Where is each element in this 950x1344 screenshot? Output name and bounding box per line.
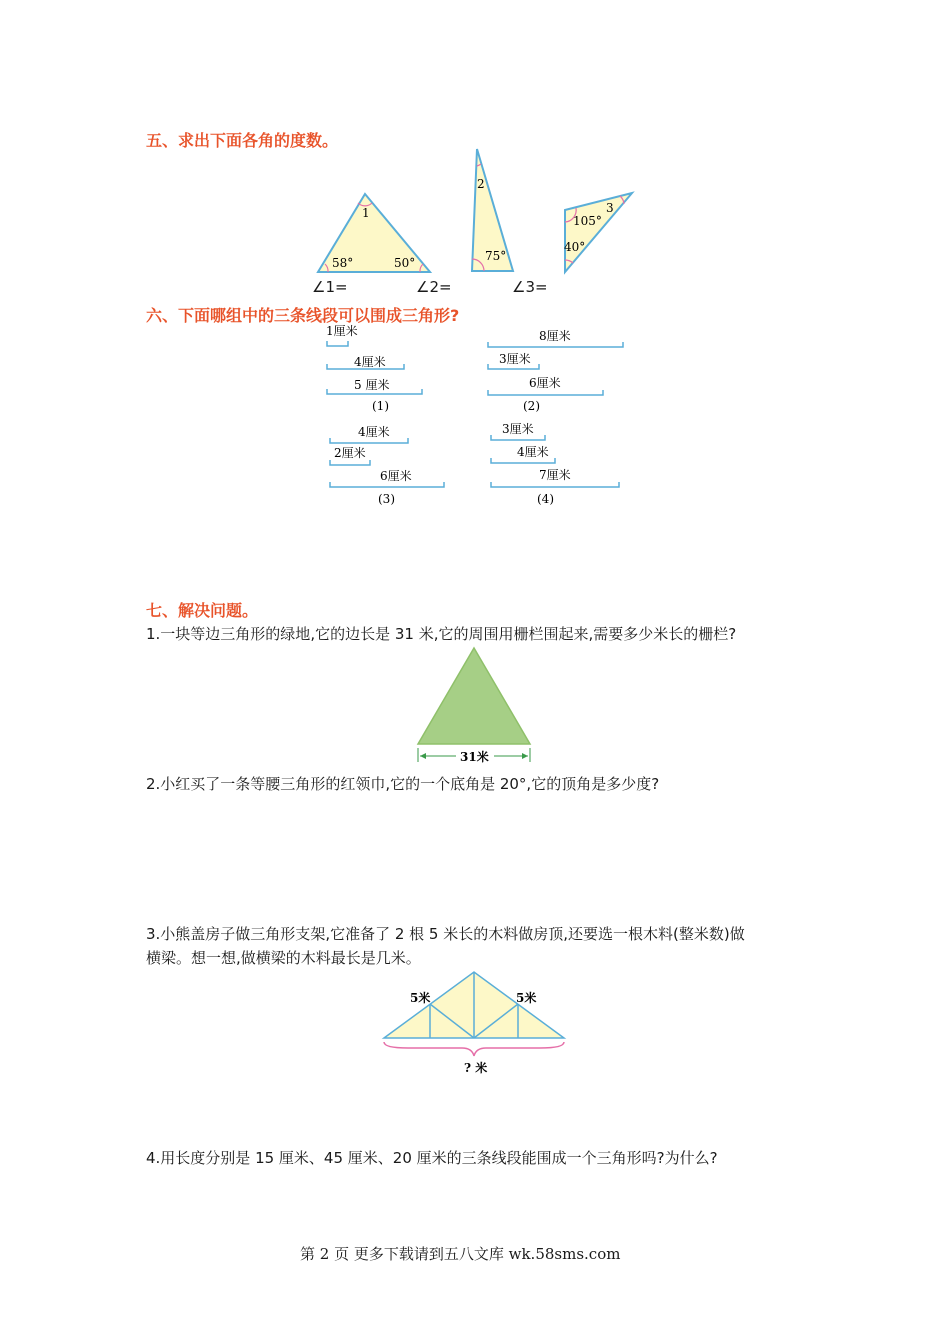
segment-group-1 (322, 318, 432, 418)
section6-title: 六、下面哪组中的三条线段可以围成三角形? (146, 306, 460, 325)
segment-group-3 (322, 420, 452, 510)
segment-group-4 (485, 418, 625, 510)
group-caption-1: (1) (372, 399, 389, 413)
left-rafter-label: 5米 (410, 991, 431, 1005)
segment-label-5cm: 5 厘米 (354, 378, 390, 392)
segment-label-3cm-g4: 3厘米 (502, 422, 534, 436)
triangle-figure-1 (310, 188, 440, 278)
segment-label-8cm: 8厘米 (539, 329, 571, 343)
beam-length-label: ? 米 (464, 1061, 488, 1075)
segment-label-6cm-g3: 6厘米 (380, 469, 412, 483)
group-caption-2: (2) (523, 399, 540, 413)
angle-mark-1: 1 (362, 206, 370, 220)
angle-mark-2: 2 (477, 177, 485, 191)
answer-angle-3: ∠3= (512, 278, 548, 296)
page-footer: 第 2 页 更多下载请到五八文库 wk.58sms.com (300, 1245, 621, 1263)
equilateral-triangle-figure (410, 642, 540, 772)
segment-label-4cm: 4厘米 (354, 355, 386, 369)
triangle-figure-3 (560, 188, 640, 278)
group-caption-3: (3) (378, 492, 395, 506)
section7-title: 七、解决问题。 (146, 601, 259, 620)
question-3-line-1: 3.小熊盖房子做三角形支架,它准备了 2 根 5 米长的木料做房顶,还要选一根木料(整米数)做 (146, 925, 745, 943)
angle-58: 58° (332, 256, 354, 270)
segment-label-6cm: 6厘米 (529, 376, 561, 390)
segment-label-2cm: 2厘米 (334, 446, 366, 460)
group-caption-4: (4) (537, 492, 554, 506)
question-3-line-2: 横梁。想一想,做横梁的木料最长是几米。 (146, 949, 421, 967)
segment-label-1cm: 1厘米 (326, 324, 358, 338)
right-rafter-label: 5米 (516, 991, 537, 1005)
segment-label-4cm-g4: 4厘米 (517, 445, 549, 459)
angle-105: 105° (573, 214, 602, 228)
angle-mark-3: 3 (606, 201, 614, 215)
section5-title: 五、求出下面各角的度数。 (146, 131, 339, 150)
question-2: 2.小红买了一条等腰三角形的红领巾,它的一个底角是 20°,它的顶角是多少度? (146, 775, 660, 793)
angle-40: 40° (564, 240, 586, 254)
segment-label-4cm-g3: 4厘米 (358, 425, 390, 439)
side-length-label: 31米 (460, 750, 489, 764)
answer-angle-1: ∠1= (312, 278, 348, 296)
segment-label-3cm: 3厘米 (499, 352, 531, 366)
question-4: 4.用长度分别是 15 厘米、45 厘米、20 厘米的三条线段能围成一个三角形吗?为什么? (146, 1149, 718, 1167)
answer-angle-2: ∠2= (416, 278, 452, 296)
triangle-figure-2 (466, 146, 526, 276)
segment-label-7cm: 7厘米 (539, 468, 571, 482)
question-1: 1.一块等边三角形的绿地,它的边长是 31 米,它的周围用栅栏围起来,需要多少米长的栅栏? (146, 625, 737, 643)
angle-50: 50° (394, 256, 416, 270)
angle-75: 75° (485, 249, 507, 263)
segment-group-2 (483, 318, 633, 418)
roof-truss-figure (378, 968, 574, 1080)
